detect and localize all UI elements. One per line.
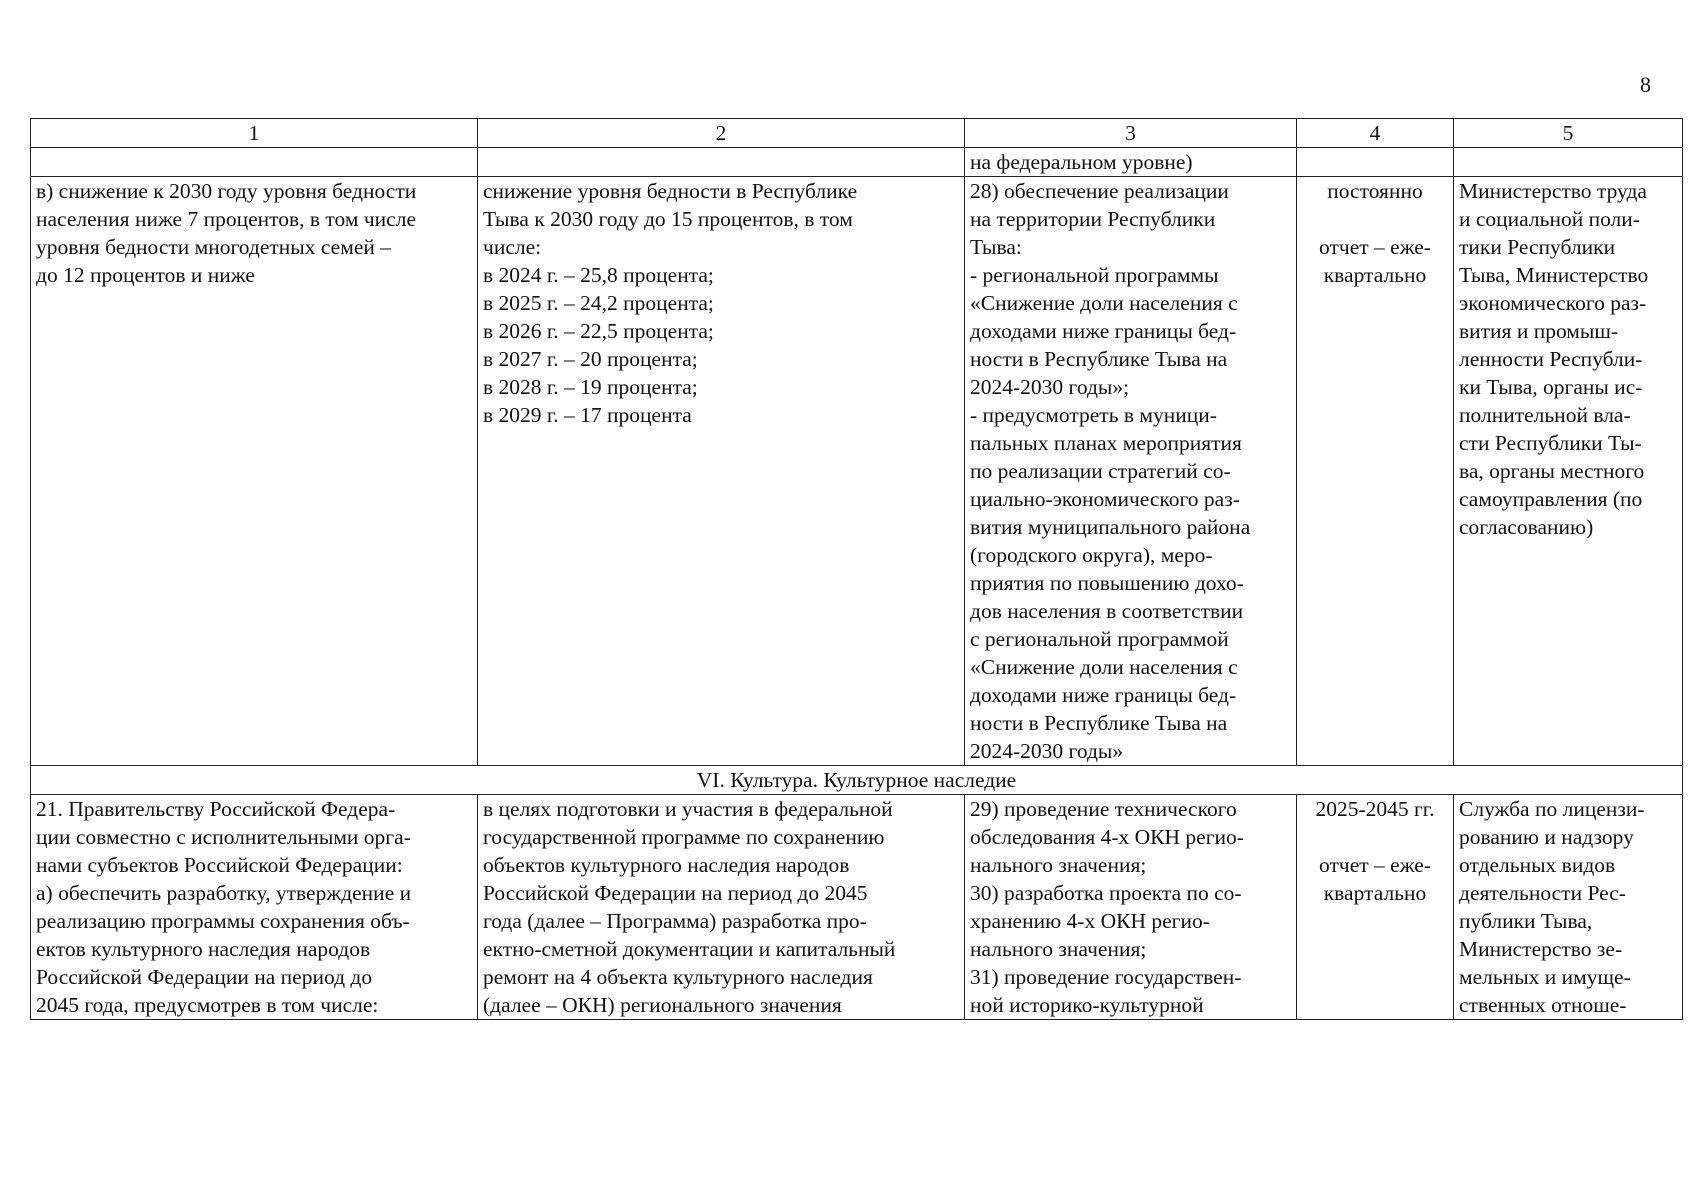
page-number: 8 xyxy=(1640,72,1651,97)
task-cell: 21. Правительству Российской Федера- ции совместно с исполнительными орга- нами субъектов Российской Федерации: а) обеспечить разработку, утверждение и реализацию программы сохранения объ- ектов культурного наследия народов Российской Федерации на период до 2045 года, предусмотрев в том числе: xyxy=(31,795,478,1020)
measure-cell: на федеральном уровне) xyxy=(965,148,1297,177)
deadline-cell xyxy=(1297,148,1454,177)
measure-cell: 28) обеспечение реализации на территории Республики Тыва: - региональной программы «Снижение доли населения с доходами ниже границы бед- ности в Республике Тыва на 2024-2030 годы»; - предусмотреть в муници- пальных планах мероприятия по реализации стратегий со- циально-экономического раз- вития муниципального района (городского округа), меро- приятия по повышению дохо- дов населения в соответствии с региональной программой «Снижение доли населения с доходами ниже границы бед- ности в Республике Тыва на 2024-2030 годы» xyxy=(965,177,1297,766)
deadline-cell: 2025-2045 гг. отчет – еже- квартально xyxy=(1297,795,1454,1020)
table-header-row xyxy=(31,119,1683,148)
table-row xyxy=(31,177,1683,766)
section-row xyxy=(31,766,1683,795)
task-cell: в) снижение к 2030 году уровня бедности населения ниже 7 процентов, в том числе уровня бедности многодетных семей – до 12 процентов и ниже xyxy=(31,177,478,766)
indicator-cell: снижение уровня бедности в Республике Тыва к 2030 году до 15 процентов, в том числе: в 2024 г. – 25,8 процента; в 2025 г. – 24,2 процента; в 2026 г. – 22,5 процента; в 2027 г. – 20 процента; в 2028 г. – 19 процента; в 2029 г. – 17 процента xyxy=(478,177,965,766)
table-row xyxy=(31,148,1683,177)
measure-cell: 29) проведение технического обследования 4-х ОКН регио- нального значения; 30) разработка проекта по со- хранению 4-х ОКН регио- нального значения; 31) проведение государствен- ной историко-культурной xyxy=(965,795,1297,1020)
responsible-cell xyxy=(1454,148,1683,177)
measures-table xyxy=(30,118,1683,1020)
table-row xyxy=(31,795,1683,1020)
responsible-cell: Служба по лицензи- рованию и надзору отдельных видов деятельности Рес- публики Тыва, Министерство зе- мельных и имуще- ственных отноше- xyxy=(1454,795,1683,1020)
column-header-2: 2 xyxy=(478,119,965,148)
column-header-3: 3 xyxy=(965,119,1297,148)
section-title: VI. Культура. Культурное наследие xyxy=(31,766,1683,795)
indicator-cell: в целях подготовки и участия в федеральной государственной программе по сохранению объектов культурного наследия народов Российской Федерации на период до 2045 года (далее – Программа) разработка про- ектно-сметной документации и капитальный ремонт на 4 объекта культурного наследия (далее – ОКН) регионального значения xyxy=(478,795,965,1020)
indicator-cell xyxy=(478,148,965,177)
column-header-5: 5 xyxy=(1454,119,1683,148)
responsible-cell: Министерство труда и социальной поли- тики Республики Тыва, Министерство экономического раз- вития и промыш- ленности Республи- ки Тыва, органы ис- полнительной вла- сти Республики Ты- ва, органы местного самоуправления (по согласованию) xyxy=(1454,177,1683,766)
task-cell xyxy=(31,148,478,177)
column-header-1: 1 xyxy=(31,119,478,148)
deadline-cell: постоянно отчет – еже- квартально xyxy=(1297,177,1454,766)
column-header-4: 4 xyxy=(1297,119,1454,148)
